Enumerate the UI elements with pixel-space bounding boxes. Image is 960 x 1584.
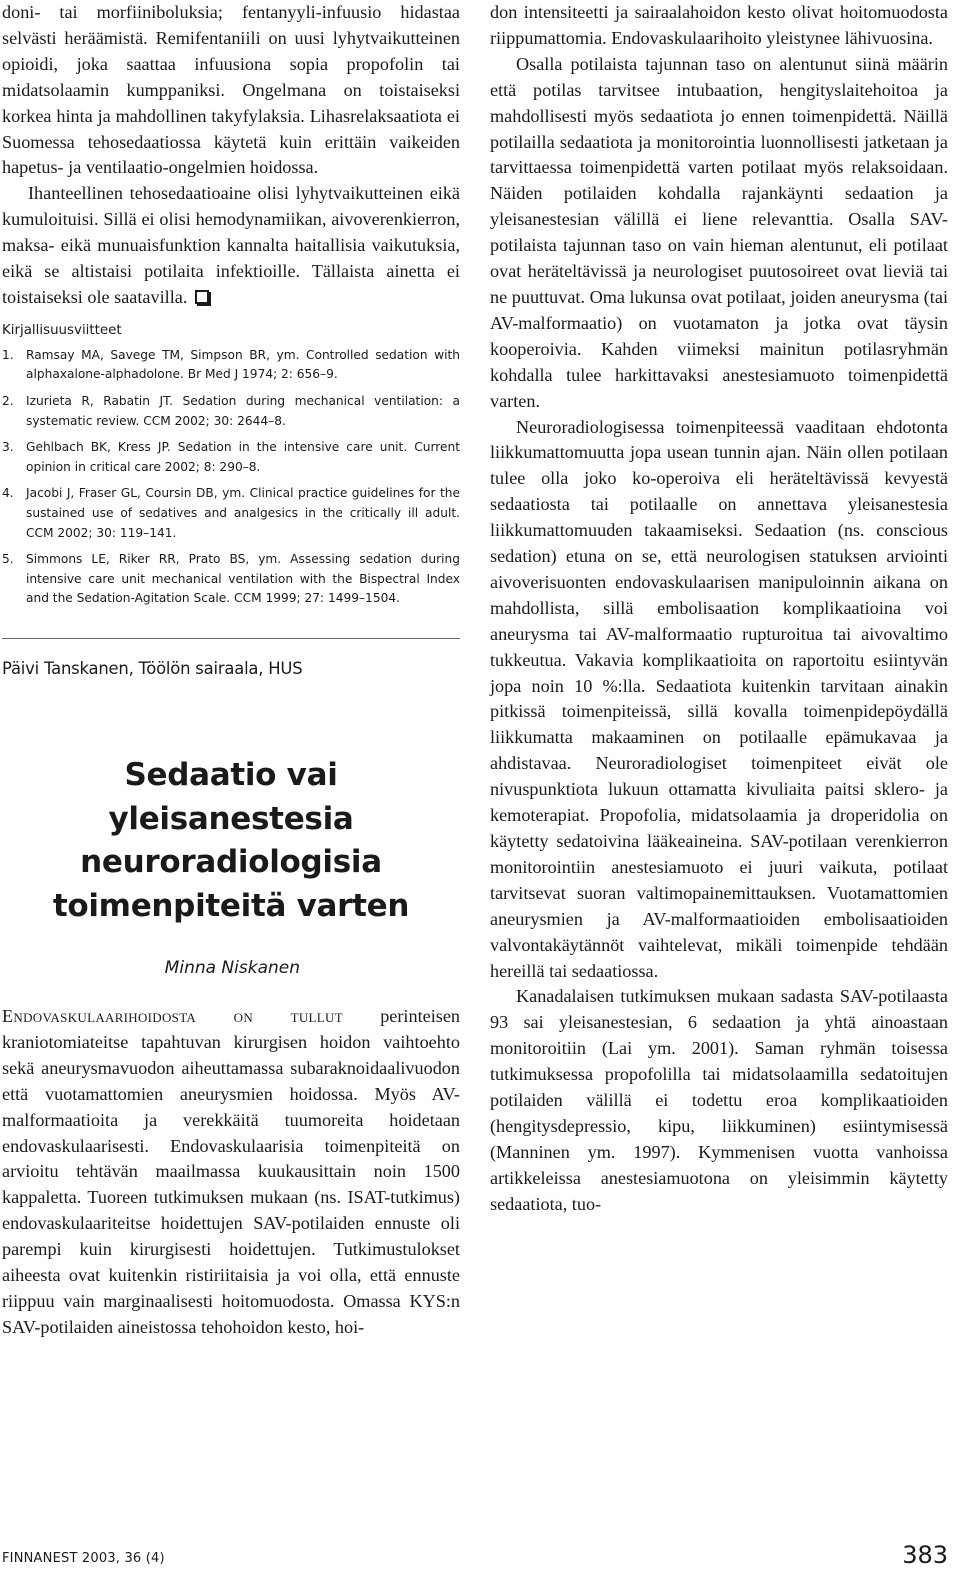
consciousness-paragraph: Osalla potilaista tajunnan taso on alentunut siinä määrin että potilas tarvitsee intubaation, hengityslaitehoitoa ja mahdollisesti myös sedaatiota jo ennen toimenpidettä. Näillä potilailla sedaatiota ja monitorointia luonnollisesti jatketaan ja tarvittaessa toimenpidettä varten potilaat myös relaksoidaan. Näiden potilaiden kohdalla rajankäynti sedaation ja yleisanestesian välillä ei liene relevanttia. Osalla SAV-potilaista tajunnan taso on vain hieman alentunut, eli potilaat ovat heräteltävissä ja neurologiset puutosoireet ovat lieviä tai ne puuttuvat. Oma lukunsa ovat potilaat, joiden aneurysma (tai AV-malformaatio) on vuotamaton ja jotka ovat täysin kooperoivia. Kahden viimeksi mainitun potilasryhmän kohdalla tulee harkittavaksi anestesiamuoto toimenpidettä varten. (490, 53, 948, 411)
right-column (490, 0, 948, 1218)
right-body-text (490, 0, 948, 1218)
references-title: Kirjallisuusviitteet (2, 322, 122, 338)
title-line: neuroradiologisia (80, 844, 382, 880)
reference-text: Izurieta R, Rabatin JT. Sedation during mechanical ventilation: a systematic review. CCM 2002; 30: 2644–8. (26, 394, 460, 428)
ideal-sedative-paragraph (2, 181, 460, 311)
reference-text: Ramsay MA, Savege TM, Simpson BR, ym. Controlled sedation with alphaxalone-alphadolone. Br Med J 1974; 2: 656–9. (26, 347, 460, 382)
reference-number: 1. (2, 347, 14, 362)
ideal-sedative-text: Ihanteellinen tehosedaatioaine olisi lyhytvaikutteinen eikä kumuloituisi. Sillä ei olisi hemodynamiikan, aivoverenkierron, maksa- eikä munuaisfunktion kannalta haitallisia vaikutuksia, eikä se altistaisi potilaita infektioille. Tällaista ainetta ei toistaiseksi ole saatavilla. (2, 183, 460, 307)
reference-number: 4. (2, 486, 14, 501)
reference-text: Jacobi J, Fraser GL, Coursin DB, ym. Clinical practice guidelines for the sustained use of sedatives and analgesics in the critically ill adult. CCM 2002; 30: 119–141. (26, 486, 460, 540)
page-number: 383 (902, 1541, 948, 1569)
article-author: Minna Niskanen (164, 958, 300, 978)
reference-item (2, 550, 460, 609)
title-line: toimenpiteitä varten (52, 887, 410, 924)
right-continuation-paragraph: don intensiteetti ja sairaalahoidon kesto olivat hoitomuodosta riippumattomia. Endovaskulaarihoito yleistynee lähivuosina. (490, 2, 948, 48)
reference-number: 3. (2, 440, 14, 455)
reference-item (2, 392, 460, 431)
reference-number: 5. (2, 552, 14, 567)
author-affiliation: Päivi Tanskanen, Töölön sairaala, HUS (2, 659, 303, 678)
lead-text (2, 1004, 460, 1341)
title-line: Sedaatio vai yleisanestesia (108, 757, 354, 837)
immobility-paragraph: Neuroradiologisessa toimenpiteessä vaaditaan ehdotonta liikkumattomuutta jopa usean tunnin ajan. Näin ollen potilaan tulee olla joko ko-operoiva eli heräteltävissä kevyestä sedaatiosta tai potilaalle on annettava yleisanestesia liikkumattomuuden takaamiseksi. Sedaation (ns. conscious sedation) etuna on se, että neurologisen statuksen arviointi aivoverisuonten endovaskulaarisen manipuloinnin aikana on mahdollista, sillä embolisaation komplikaatioina voi aneurysma tai AV-malformaatio rupturoitua tai aivovaltimo tukkeutua. Vakavia komplikaatioita on raportoitu esiintyvän jopa noin 10 %:lla. Sedaatiota kuitenkin tarvitaan ainakin pitkissä toimenpiteissä, sillä kovalla toimenpidepöydällä liikkumatta makaaminen on potilaalle epämukavaa ja ahdistavaa. Neuroradiologiset toimenpiteet eivät ole nivuspunktiota lukuun ottamatta kivuliaita paitsi sklero- ja kemoterapiat. Propofolia, midatsolaamia ja droperidolia on käytetty sedatoivina lääkeaineina. SAV-potilaan verenkierron monitorointiin anestesiamuoto ei juuri vaikuta, potilaat tarvitsevat suoran valtimopainemittauksen. Vuotamattomien aneurysmien ja AV-malformaatioiden embolisaatioiden valvontakäytännöt vaihtelevat, mikäli toimenpide tehdään hereillä tai sedaatiossa. (490, 416, 948, 981)
reference-item (2, 438, 460, 477)
reference-text: Simmons LE, Riker RR, Prato BS, ym. Assessing sedation during intensive care unit mechanical ventilation with the Bispectral Index and the Sedation-Agitation Scale. CCM 1999; 27: 1499–1504. (26, 552, 460, 606)
reference-number: 2. (2, 394, 14, 409)
lead-paragraph (2, 1004, 460, 1341)
left-body-text (2, 0, 460, 311)
reference-item (2, 484, 460, 543)
section-divider (2, 638, 460, 639)
left-column (2, 0, 460, 1341)
lead-rest: perinteisen kraniotomiateitse tapahtuvan kirurgisen hoidon vaihtoehto sekä aneurysmavuodon aiheuttamassa subaraknoidaalivuodon että vuotamattomien aneurysmien hoidossa. Myös AV-malformaatioita ja verekkäitä tuumoreita hoidetaan endovaskulaarisesti. Endovaskulaarisia toimenpiteitä on arvioitu tehtävän maailmassa kuukausittain noin 1500 kappaletta. Tuoreen tutkimuksen mukaan (ns. ISAT-tutkimus) endovaskulaariteitse hoidettujen SAV-potilaiden ennuste oli parempi kuin kirurgisesti hoidettujen. Tutkimustulokset aiheesta ovat kuitenkin ristiriitaisia ja voi olla, että ennuste riippuu vain marginaalisesti hoitomuodosta. Omassa KYS:n SAV-potilaiden aineistossa tehohoidon kesto, hoi- (2, 1006, 460, 1337)
article-end-icon (195, 290, 209, 304)
continuation-paragraph: doni- tai morfiiniboluksia; fentanyyli-infuusio hidastaa selvästi heräämistä. Remifentaniili on uusi lyhytvaikutteinen opioidi, joka saattaa infuusiona sopia propofolin tai midatsolaamin kumppaniksi. Ongelmana on toistaiseksi korkea hinta ja mahdollinen takyfylaksia. Lihasrelaksaatiota ei Suomessa tehosedaatiossa käytetä kuin erittäin vaikeiden hapetus- ja ventilaatio-ongelmien hoidossa. (2, 2, 460, 178)
lead-smallcaps: Endovaskulaarihoidosta on tullut (2, 1006, 343, 1026)
reference-text: Gehlbach BK, Kress JP. Sedation in the intensive care unit. Current opinion in critical care 2002; 8: 290–8. (26, 440, 460, 474)
reference-item (2, 346, 460, 385)
journal-footer: FINNANEST 2003, 36 (4) (2, 1551, 165, 1566)
reference-list (2, 346, 460, 609)
article-title (2, 754, 460, 928)
canadian-study-paragraph: Kanadalaisen tutkimuksen mukaan sadasta SAV-potilaasta 93 sai yleisanestesian, 6 sedaation ja yhtä ainoastaan monitoroitiin (Lai ym. 2001). Saman ryhmän toisessa tutkimuksessa propofolilla tai midatsolaamilla sedatoitujen potilaiden välillä ei todettu eroa komplikaatioiden (hengitysdepressio, kipu, liikkuminen) esiintymisessä (Manninen ym. 1997). Kymmenisen vuotta vanhoissa artikkeleissa anestesiamuotona on yleisimmin käytetty sedaatiota, tuo- (490, 986, 948, 1214)
